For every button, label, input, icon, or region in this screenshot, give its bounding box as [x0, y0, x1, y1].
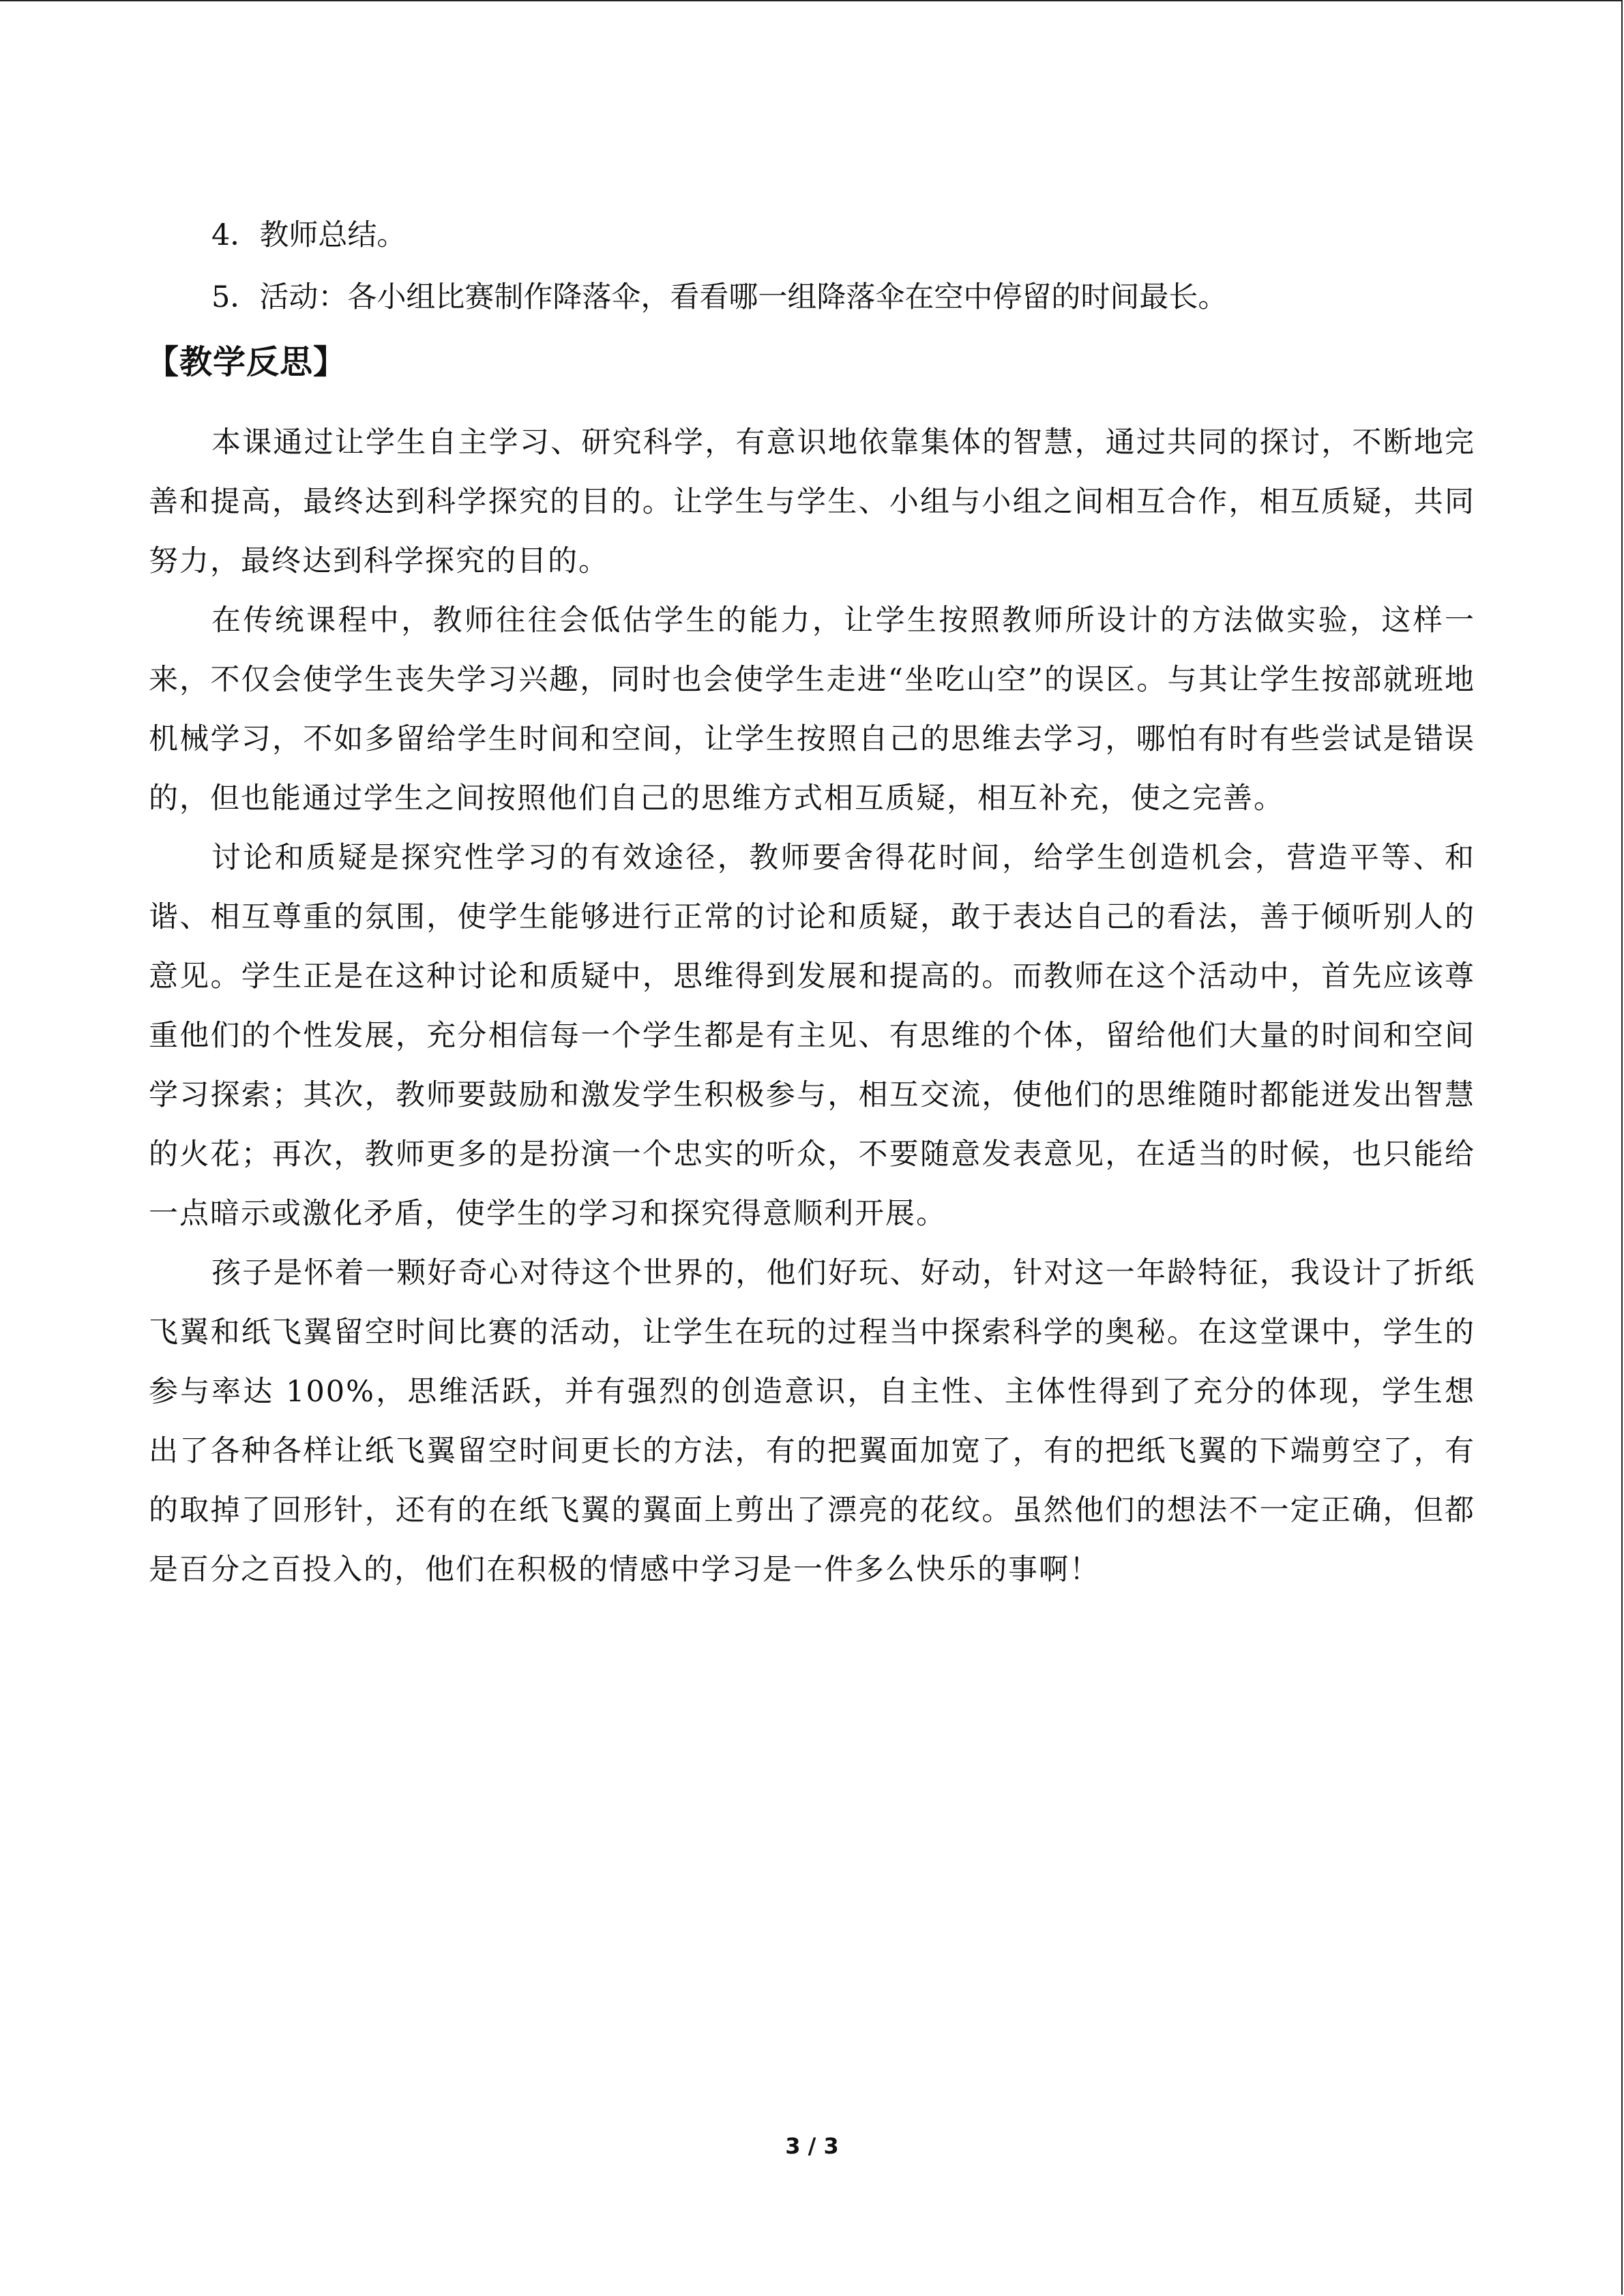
- paragraph: 在传统课程中，教师往往会低估学生的能力，让学生按照教师所设计的方法做实验，这样一来，不仅会使学生丧失学习兴趣，同时也会使学生走进“坐吃山空”的误区。与其让学生按部就班地机械学习，不如多留给学生时间和空间，让学生按照自己的思维去学习，哪怕有时有些尝试是错误的，但也能通过学生之间按照他们自己的思维方式相互质疑，相互补充，使之完善。: [149, 603, 1475, 816]
- paragraph: 讨论和质疑是探究性学习的有效途径，教师要舍得花时间，给学生创造机会，营造平等、和谐、相互尊重的氛围，使学生能够进行正常的讨论和质疑，敢于表达自己的看法，善于倾听别人的意见。学生正是在这种讨论和质疑中，思维得到发展和提高的。而教师在这个活动中，首先应该尊重他们的个性发展，充分相信每一个学生都是有主见、有思维的个体，留给他们大量的时间和空间学习探索；其次，教师要鼓励和激发学生积极参与，相互交流，使他们的思维随时都能迸发出智慧的火花；再次，教师更多的是扮演一个忠实的听众，不要随意发表意见，在适当的时候，也只能给一点暗示或激化矛盾，使学生的学习和探究得意顺利开展。: [149, 841, 1475, 1231]
- document-body: [146, 205, 1475, 1600]
- step-item: 4．教师总结。: [211, 218, 407, 252]
- step-item: 5．活动：各小组比赛制作降落伞，看看哪一组降落伞在空中停留的时间最长。: [211, 280, 1228, 314]
- page-number: 3 / 3: [785, 2133, 839, 2159]
- section-heading: 【教学反思】: [146, 343, 347, 381]
- paragraph: 本课通过让学生自主学习、研究科学，有意识地依靠集体的智慧，通过共同的探讨，不断地完善和提高，最终达到科学探究的目的。让学生与学生、小组与小组之间相互合作，相互质疑，共同努力，最终达到科学探究的目的。: [149, 426, 1475, 578]
- paragraph: 孩子是怀着一颗好奇心对待这个世界的，他们好玩、好动，针对这一年龄特征，我设计了折纸飞翼和纸飞翼留空时间比赛的活动，让学生在玩的过程当中探索科学的奥秘。在这堂课中，学生的参与率达 100%，思维活跃，并有强烈的创造意识，自主性、主体性得到了充分的体现，学生想出了各种各样让纸飞翼留空时间更长的方法，有的把翼面加宽了，有的把纸飞翼的下端剪空了，有的取掉了回形针，还有的在纸飞翼的翼面上剪出了漂亮的花纹。虽然他们的想法不一定正确，但都是百分之百投入的，他们在积极的情感中学习是一件多么快乐的事啊！: [149, 1256, 1475, 1587]
